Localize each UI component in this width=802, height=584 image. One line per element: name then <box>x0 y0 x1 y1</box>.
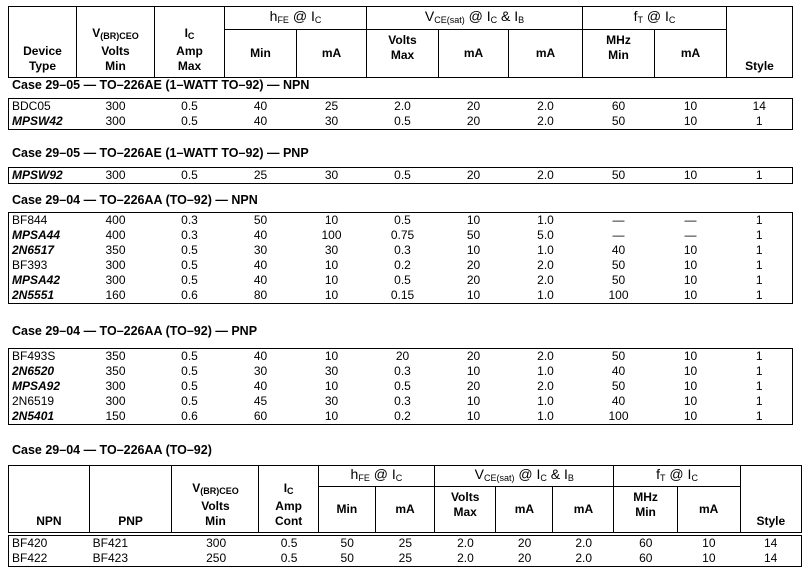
cell-vce-volts: 0.5 <box>394 379 411 393</box>
table-row <box>9 243 793 258</box>
cell-device: 2N6517 <box>12 243 55 257</box>
cell-vce-volts: 2.0 <box>394 99 411 113</box>
cell-vbr: 400 <box>105 228 126 242</box>
cell-vce-volts: 2.0 <box>457 551 474 565</box>
cell-vbr: 350 <box>105 364 126 378</box>
cell-vce-ib: 2.0 <box>575 551 593 565</box>
header-ft-ma: mA <box>677 487 740 533</box>
cell-vce-volts: 2.0 <box>457 536 474 550</box>
main-header-table <box>8 6 793 78</box>
cell-ft-ma: 10 <box>683 168 698 182</box>
cell-hfe-min: 40 <box>253 228 268 242</box>
header-vce-ma-ic: mA <box>496 487 553 533</box>
cell-hfe-min: 30 <box>253 243 268 257</box>
cell-style: 1 <box>755 213 763 227</box>
cell-hfe-ma: 30 <box>324 364 339 378</box>
cell-ic: 0.5 <box>181 258 198 272</box>
cell-ft-min: 50 <box>611 273 626 287</box>
cell-vce-ib: 1.0 <box>537 288 554 302</box>
cell-ft-min: 60 <box>611 99 626 113</box>
cell-vce-volts: 0.5 <box>394 168 411 182</box>
cell-vce-ic: 20 <box>466 379 481 393</box>
table-row <box>9 409 793 425</box>
header-ft-mhz: MHz Min <box>583 30 655 78</box>
cell-device: BF844 <box>12 213 48 227</box>
section-table <box>8 167 793 184</box>
cell-ft-min: 50 <box>611 379 626 393</box>
cell-ft-min: 50 <box>611 349 626 363</box>
section-title: Case 29–04 — TO–226AA (TO–92) — PNP <box>12 324 258 338</box>
cell-vce-ic: 10 <box>466 288 481 302</box>
cell-npn: BF422 <box>12 551 48 565</box>
cell-ft-ma: 10 <box>683 99 698 113</box>
cell-npn: BF420 <box>12 536 48 550</box>
cell-vce-ic: 10 <box>466 394 481 408</box>
cell-hfe-min: 50 <box>340 536 354 550</box>
cell-ft-min: 100 <box>608 409 629 423</box>
cell-vce-ib: 2.0 <box>537 258 554 272</box>
cell-vce-ic: 20 <box>517 551 532 565</box>
cell-hfe-ma: 10 <box>324 409 339 423</box>
cell-vce-volts: 20 <box>395 349 410 363</box>
cell-vbr: 300 <box>105 99 126 113</box>
cell-hfe-min: 40 <box>253 379 268 393</box>
table-row <box>9 394 793 409</box>
header-ft-group: $f_T$ @ $I_C$ <box>614 466 740 487</box>
cell-device: BDC05 <box>12 99 51 113</box>
cell-hfe-min: 40 <box>253 258 268 272</box>
cell-style: 1 <box>755 409 763 423</box>
cell-vce-ib: 2.0 <box>537 114 554 128</box>
section-title: Case 29–04 — TO–226AA (TO–92) — NPN <box>12 193 258 207</box>
header-vce-volts: Volts Max <box>435 487 496 533</box>
cell-vce-ib: 1.0 <box>537 409 554 423</box>
cell-vce-ib: 2.0 <box>537 168 554 182</box>
cell-vce-ic: 20 <box>466 349 481 363</box>
cell-vce-ic: 20 <box>466 273 481 287</box>
table-row <box>9 551 802 567</box>
cell-device: MPSA44 <box>12 228 61 242</box>
cell-style: 1 <box>755 228 763 242</box>
table-row <box>9 349 793 365</box>
header-ft-group: $f_T$ @ $I_C$ <box>583 7 727 30</box>
cell-style: 1 <box>755 258 763 272</box>
cell-hfe-ma: 10 <box>324 379 339 393</box>
cell-vce-ic: 20 <box>466 99 481 113</box>
cell-vce-ic: 20 <box>466 168 481 182</box>
cell-hfe-min: 45 <box>253 394 268 408</box>
cell-hfe-ma: 25 <box>398 551 413 565</box>
cell-style: 1 <box>755 273 763 287</box>
cell-vce-volts: 0.5 <box>394 213 411 227</box>
header-hfe-group: $h_{FE}$ @ $I_C$ <box>225 7 367 30</box>
cell-style: 1 <box>755 114 763 128</box>
cell-hfe-ma: 100 <box>321 228 342 242</box>
cell-vce-ib: 1.0 <box>537 364 554 378</box>
cell-hfe-ma: 25 <box>324 99 339 113</box>
cell-device: MPSW42 <box>12 114 63 128</box>
cell-device: MPSA42 <box>12 273 61 287</box>
cell-ft-ma: 10 <box>683 394 698 408</box>
header-hfe-min: Min <box>225 30 297 78</box>
cell-ic: 0.6 <box>181 288 198 302</box>
cell-vce-ib: 2.0 <box>575 536 593 550</box>
cell-ft-ma: 10 <box>702 536 716 550</box>
header-vbr: $V_{(BR)CEO}$ Volts Min <box>77 7 155 78</box>
table-row <box>9 213 793 229</box>
cell-hfe-min: 40 <box>253 349 268 363</box>
section-title: Case 29–05 — TO–226AE (1–WATT TO–92) — NPN <box>12 78 310 92</box>
cell-ft-ma: 10 <box>683 288 698 302</box>
cell-hfe-ma: 10 <box>324 349 339 363</box>
cell-vce-ic: 20 <box>466 114 481 128</box>
header-npn: NPN <box>9 466 90 533</box>
header-device-type: Device Type <box>9 7 77 78</box>
cell-vce-ic: 10 <box>466 213 481 227</box>
cell-vce-ic: 20 <box>466 258 481 272</box>
cell-device: MPSW92 <box>12 168 63 182</box>
header-ic: $I_C$ Amp Cont <box>259 466 318 533</box>
cell-pnp: BF423 <box>92 551 129 565</box>
cell-hfe-min: 50 <box>340 551 354 565</box>
cell-ft-min: 50 <box>611 168 626 182</box>
cell-ic: 0.5 <box>280 551 298 565</box>
section-table <box>8 348 793 425</box>
cell-vbr: 250 <box>206 551 227 565</box>
header-ft-ma: mA <box>655 30 727 78</box>
cell-vbr: 300 <box>105 168 126 182</box>
cell-vce-ic: 10 <box>466 409 481 423</box>
cell-vbr: 160 <box>105 288 126 302</box>
cell-device: 2N5551 <box>12 288 55 302</box>
cell-vce-ib: 2.0 <box>537 99 554 113</box>
table-row <box>9 536 802 552</box>
table-row <box>9 379 793 394</box>
last-section-table <box>8 535 802 567</box>
cell-vce-volts: 0.3 <box>394 243 411 257</box>
header-vce-ma-ib: mA <box>553 487 614 533</box>
table-row <box>9 273 793 288</box>
cell-vce-ib: 2.0 <box>537 273 554 287</box>
cell-vce-ib: 2.0 <box>537 349 554 363</box>
header-pnp: PNP <box>89 466 172 533</box>
cell-hfe-ma: 30 <box>324 394 339 408</box>
cell-vce-volts: 0.5 <box>394 114 411 128</box>
header-hfe-ma: mA <box>297 30 367 78</box>
cell-style: 1 <box>755 168 763 182</box>
cell-ft-ma: 10 <box>683 258 698 272</box>
header-vce-ma-ic: mA <box>439 30 509 78</box>
cell-vce-ib: 2.0 <box>537 379 554 393</box>
cell-ic: 0.5 <box>181 243 198 257</box>
cell-ft-min: 60 <box>639 551 653 565</box>
cell-device: 2N5401 <box>12 409 55 423</box>
cell-ft-ma: 10 <box>683 409 698 423</box>
cell-ft-ma: — <box>684 228 697 242</box>
cell-style: 14 <box>752 99 766 113</box>
cell-ft-min: 50 <box>611 114 626 128</box>
cell-ic: 0.5 <box>181 168 198 182</box>
cell-vbr: 150 <box>105 409 126 423</box>
table-row <box>9 228 793 243</box>
cell-style: 1 <box>755 243 763 257</box>
cell-ft-ma: 10 <box>683 114 698 128</box>
cell-device: BF393 <box>12 258 48 272</box>
cell-ft-min: 40 <box>611 394 626 408</box>
cell-hfe-ma: 10 <box>324 213 339 227</box>
cell-vce-volts: 0.3 <box>394 364 411 378</box>
cell-ft-min: 40 <box>611 243 626 257</box>
cell-style: 1 <box>755 364 763 378</box>
cell-ic: 0.5 <box>181 364 198 378</box>
cell-vce-volts: 0.75 <box>390 228 415 242</box>
cell-ic: 0.5 <box>280 536 298 550</box>
cell-hfe-min: 40 <box>253 273 268 287</box>
table-row <box>9 114 793 130</box>
header-ic: $I_C$ Amp Max <box>155 7 225 78</box>
header-ft-mhz: MHz Min <box>614 487 677 533</box>
cell-ft-ma: — <box>684 213 697 227</box>
cell-style: 14 <box>763 551 778 565</box>
cell-device: MPSA92 <box>12 379 61 393</box>
cell-pnp: BF421 <box>92 536 129 550</box>
cell-style: 1 <box>755 288 763 302</box>
cell-style: 1 <box>755 379 763 393</box>
header-vce-volts: Volts Max <box>367 30 439 78</box>
cell-hfe-min: 60 <box>253 409 268 423</box>
header-style: Style <box>740 466 801 533</box>
cell-vce-volts: 0.2 <box>394 258 411 272</box>
cell-vbr: 400 <box>105 213 126 227</box>
cell-ft-min: 50 <box>611 258 626 272</box>
cell-ic: 0.5 <box>181 99 198 113</box>
cell-ic: 0.6 <box>181 409 198 423</box>
cell-hfe-ma: 30 <box>324 114 339 128</box>
cell-vce-ib: 1.0 <box>537 394 554 408</box>
cell-ic: 0.5 <box>181 349 198 363</box>
section-table <box>8 212 793 304</box>
cell-vce-ib: 1.0 <box>537 213 554 227</box>
table-row <box>9 168 793 184</box>
header-hfe-ma: mA <box>375 487 434 533</box>
cell-vbr: 300 <box>105 394 126 408</box>
cell-hfe-ma: 30 <box>324 243 339 257</box>
table-row <box>9 258 793 273</box>
header-vce-ma-ib: mA <box>509 30 583 78</box>
cell-ft-ma: 10 <box>702 551 716 565</box>
cell-vbr: 300 <box>105 273 126 287</box>
cell-ft-min: 100 <box>608 288 629 302</box>
cell-hfe-min: 25 <box>253 168 268 182</box>
header-hfe-min: Min <box>318 487 375 533</box>
cell-ft-ma: 10 <box>683 364 698 378</box>
cell-hfe-ma: 10 <box>324 273 339 287</box>
cell-ft-min: 40 <box>611 364 626 378</box>
cell-ic: 0.5 <box>181 394 198 408</box>
cell-ft-ma: 10 <box>683 243 698 257</box>
cell-hfe-ma: 10 <box>324 288 339 302</box>
cell-vce-ic: 20 <box>517 536 532 550</box>
cell-ft-min: — <box>612 228 625 242</box>
header-hfe-group: $h_{FE}$ @ $I_C$ <box>318 466 434 487</box>
cell-vce-ic: 10 <box>466 243 481 257</box>
table-row <box>9 364 793 379</box>
cell-style: 1 <box>755 394 763 408</box>
section-title: Case 29–04 — TO–226AA (TO–92) <box>12 443 212 457</box>
cell-device: 2N6519 <box>12 394 55 408</box>
cell-style: 14 <box>763 536 778 550</box>
cell-style: 1 <box>755 349 763 363</box>
cell-ft-ma: 10 <box>683 273 698 287</box>
cell-ic: 0.3 <box>181 228 198 242</box>
cell-hfe-min: 40 <box>253 99 268 113</box>
cell-vbr: 350 <box>105 349 126 363</box>
cell-ft-min: — <box>612 213 625 227</box>
cell-ic: 0.5 <box>181 114 198 128</box>
cell-vce-ic: 50 <box>466 228 481 242</box>
cell-hfe-min: 80 <box>253 288 268 302</box>
section-title: Case 29–05 — TO–226AE (1–WATT TO–92) — PNP <box>12 146 309 160</box>
cell-vbr: 350 <box>105 243 126 257</box>
cell-hfe-ma: 10 <box>324 258 339 272</box>
cell-hfe-min: 30 <box>253 364 268 378</box>
header-vce-group: $V_{CE(sat)}$ @ $I_C$ & $I_B$ <box>367 7 583 30</box>
cell-vce-volts: 0.5 <box>394 273 411 287</box>
cell-ic: 0.3 <box>181 213 198 227</box>
last-section-header-table <box>8 465 802 533</box>
cell-hfe-min: 50 <box>253 213 268 227</box>
cell-vce-ic: 10 <box>466 364 481 378</box>
cell-hfe-min: 40 <box>253 114 268 128</box>
cell-hfe-ma: 30 <box>324 168 339 182</box>
header-style: Style <box>727 7 793 78</box>
cell-vce-volts: 0.2 <box>394 409 411 423</box>
cell-vce-ib: 5.0 <box>537 228 554 242</box>
cell-ft-min: 60 <box>639 536 653 550</box>
cell-ic: 0.5 <box>181 273 198 287</box>
cell-vbr: 300 <box>105 258 126 272</box>
table-row <box>9 99 793 115</box>
cell-hfe-ma: 25 <box>398 536 413 550</box>
table-row <box>9 288 793 304</box>
header-vbr: $V_{(BR)CEO}$ Volts Min <box>172 466 259 533</box>
cell-device: BF493S <box>12 349 56 363</box>
cell-vce-ib: 1.0 <box>537 243 554 257</box>
cell-ft-ma: 10 <box>683 349 698 363</box>
cell-vbr: 300 <box>105 114 126 128</box>
section-table <box>8 98 793 130</box>
cell-ic: 0.5 <box>181 379 198 393</box>
cell-device: 2N6520 <box>12 364 55 378</box>
cell-ft-ma: 10 <box>683 379 698 393</box>
cell-vce-volts: 0.15 <box>390 288 415 302</box>
cell-vce-volts: 0.3 <box>394 394 411 408</box>
header-vce-group: $V_{CE(sat)}$ @ $I_C$ & $I_B$ <box>435 466 614 487</box>
cell-vbr: 300 <box>206 536 227 550</box>
cell-vbr: 300 <box>105 379 126 393</box>
